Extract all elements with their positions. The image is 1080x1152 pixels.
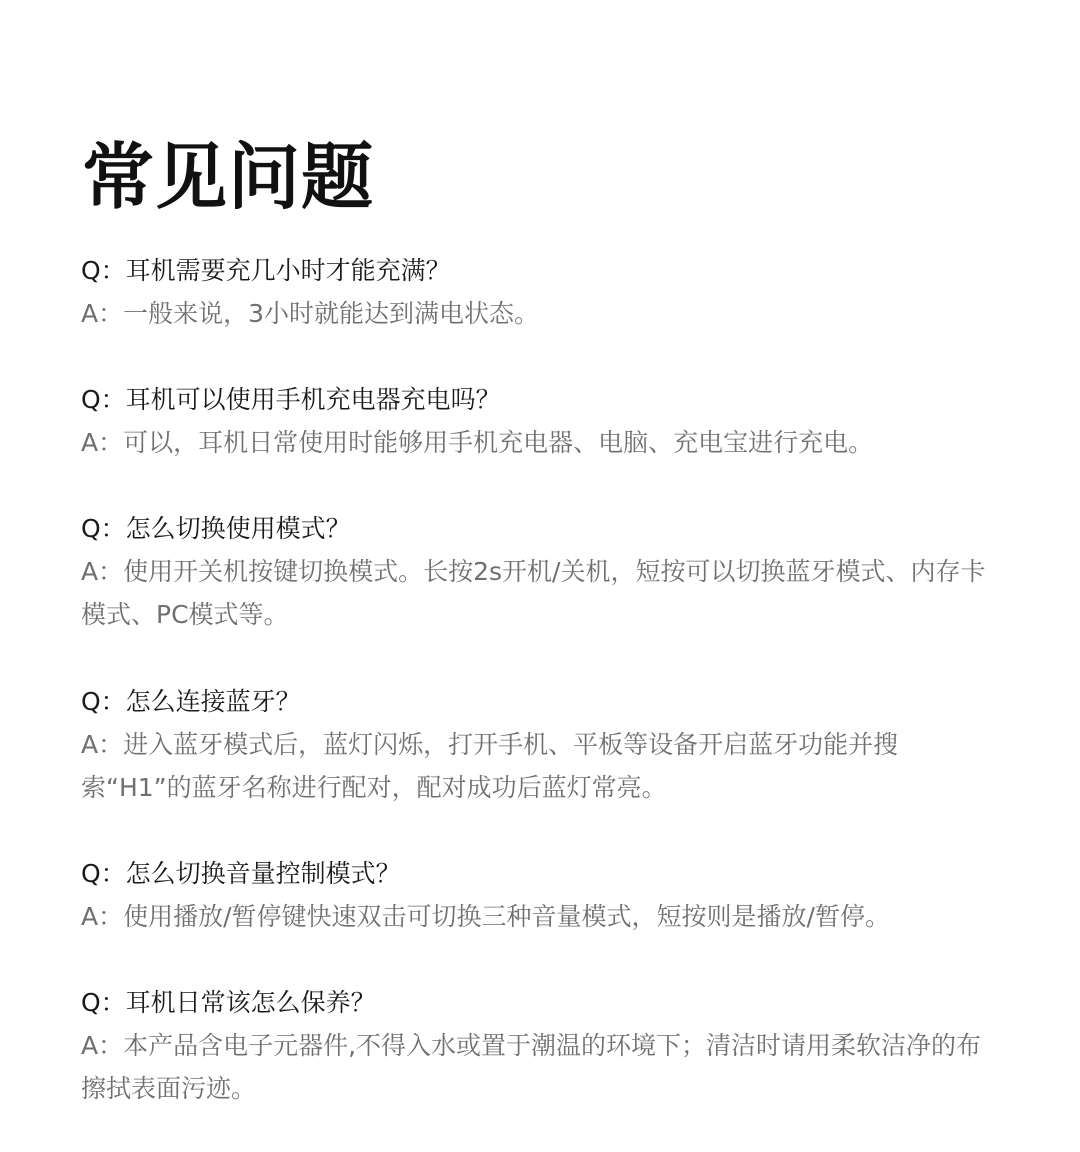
faq-answer: A：使用播放/暂停键快速双击可切换三种音量模式，短按则是播放/暂停。 <box>81 902 890 931</box>
faq-item <box>81 981 1001 1110</box>
faq-item <box>81 249 1001 335</box>
faq-question: Q：怎么切换音量控制模式？ <box>81 859 401 888</box>
faq-answer: A：本产品含电子元器件,不得入水或置于潮温的环境下；清洁时请用柔软洁净的布擦拭表面污迹。 <box>81 1031 982 1103</box>
faq-question: Q：怎么切换使用模式？ <box>81 514 351 543</box>
faq-item <box>81 680 1001 809</box>
faq-item <box>81 507 1001 636</box>
faq-question: Q：耳机需要充几小时才能充满？ <box>81 256 451 285</box>
faq-answer: A：可以，耳机日常使用时能够用手机充电器、电脑、充电宝进行充电。 <box>81 428 874 457</box>
faq-item <box>81 378 1001 464</box>
page-title: 常见问题 <box>82 135 375 219</box>
faq-answer: A：进入蓝牙模式后，蓝灯闪烁，打开手机、平板等设备开启蓝牙功能并搜索“H1”的蓝牙名称进行配对，配对成功后蓝灯常亮。 <box>81 730 899 802</box>
faq-question: Q：怎么连接蓝牙？ <box>81 687 301 716</box>
faq-answer: A：使用开关机按键切换模式。长按2s开机/关机，短按可以切换蓝牙模式、内存卡模式、PC模式等。 <box>81 557 986 629</box>
faq-question: Q：耳机日常该怎么保养？ <box>81 988 376 1017</box>
faq-item <box>81 852 1001 938</box>
faq-question: Q：耳机可以使用手机充电器充电吗？ <box>81 385 501 414</box>
faq-answer: A：一般来说，3小时就能达到满电状态。 <box>81 299 540 328</box>
